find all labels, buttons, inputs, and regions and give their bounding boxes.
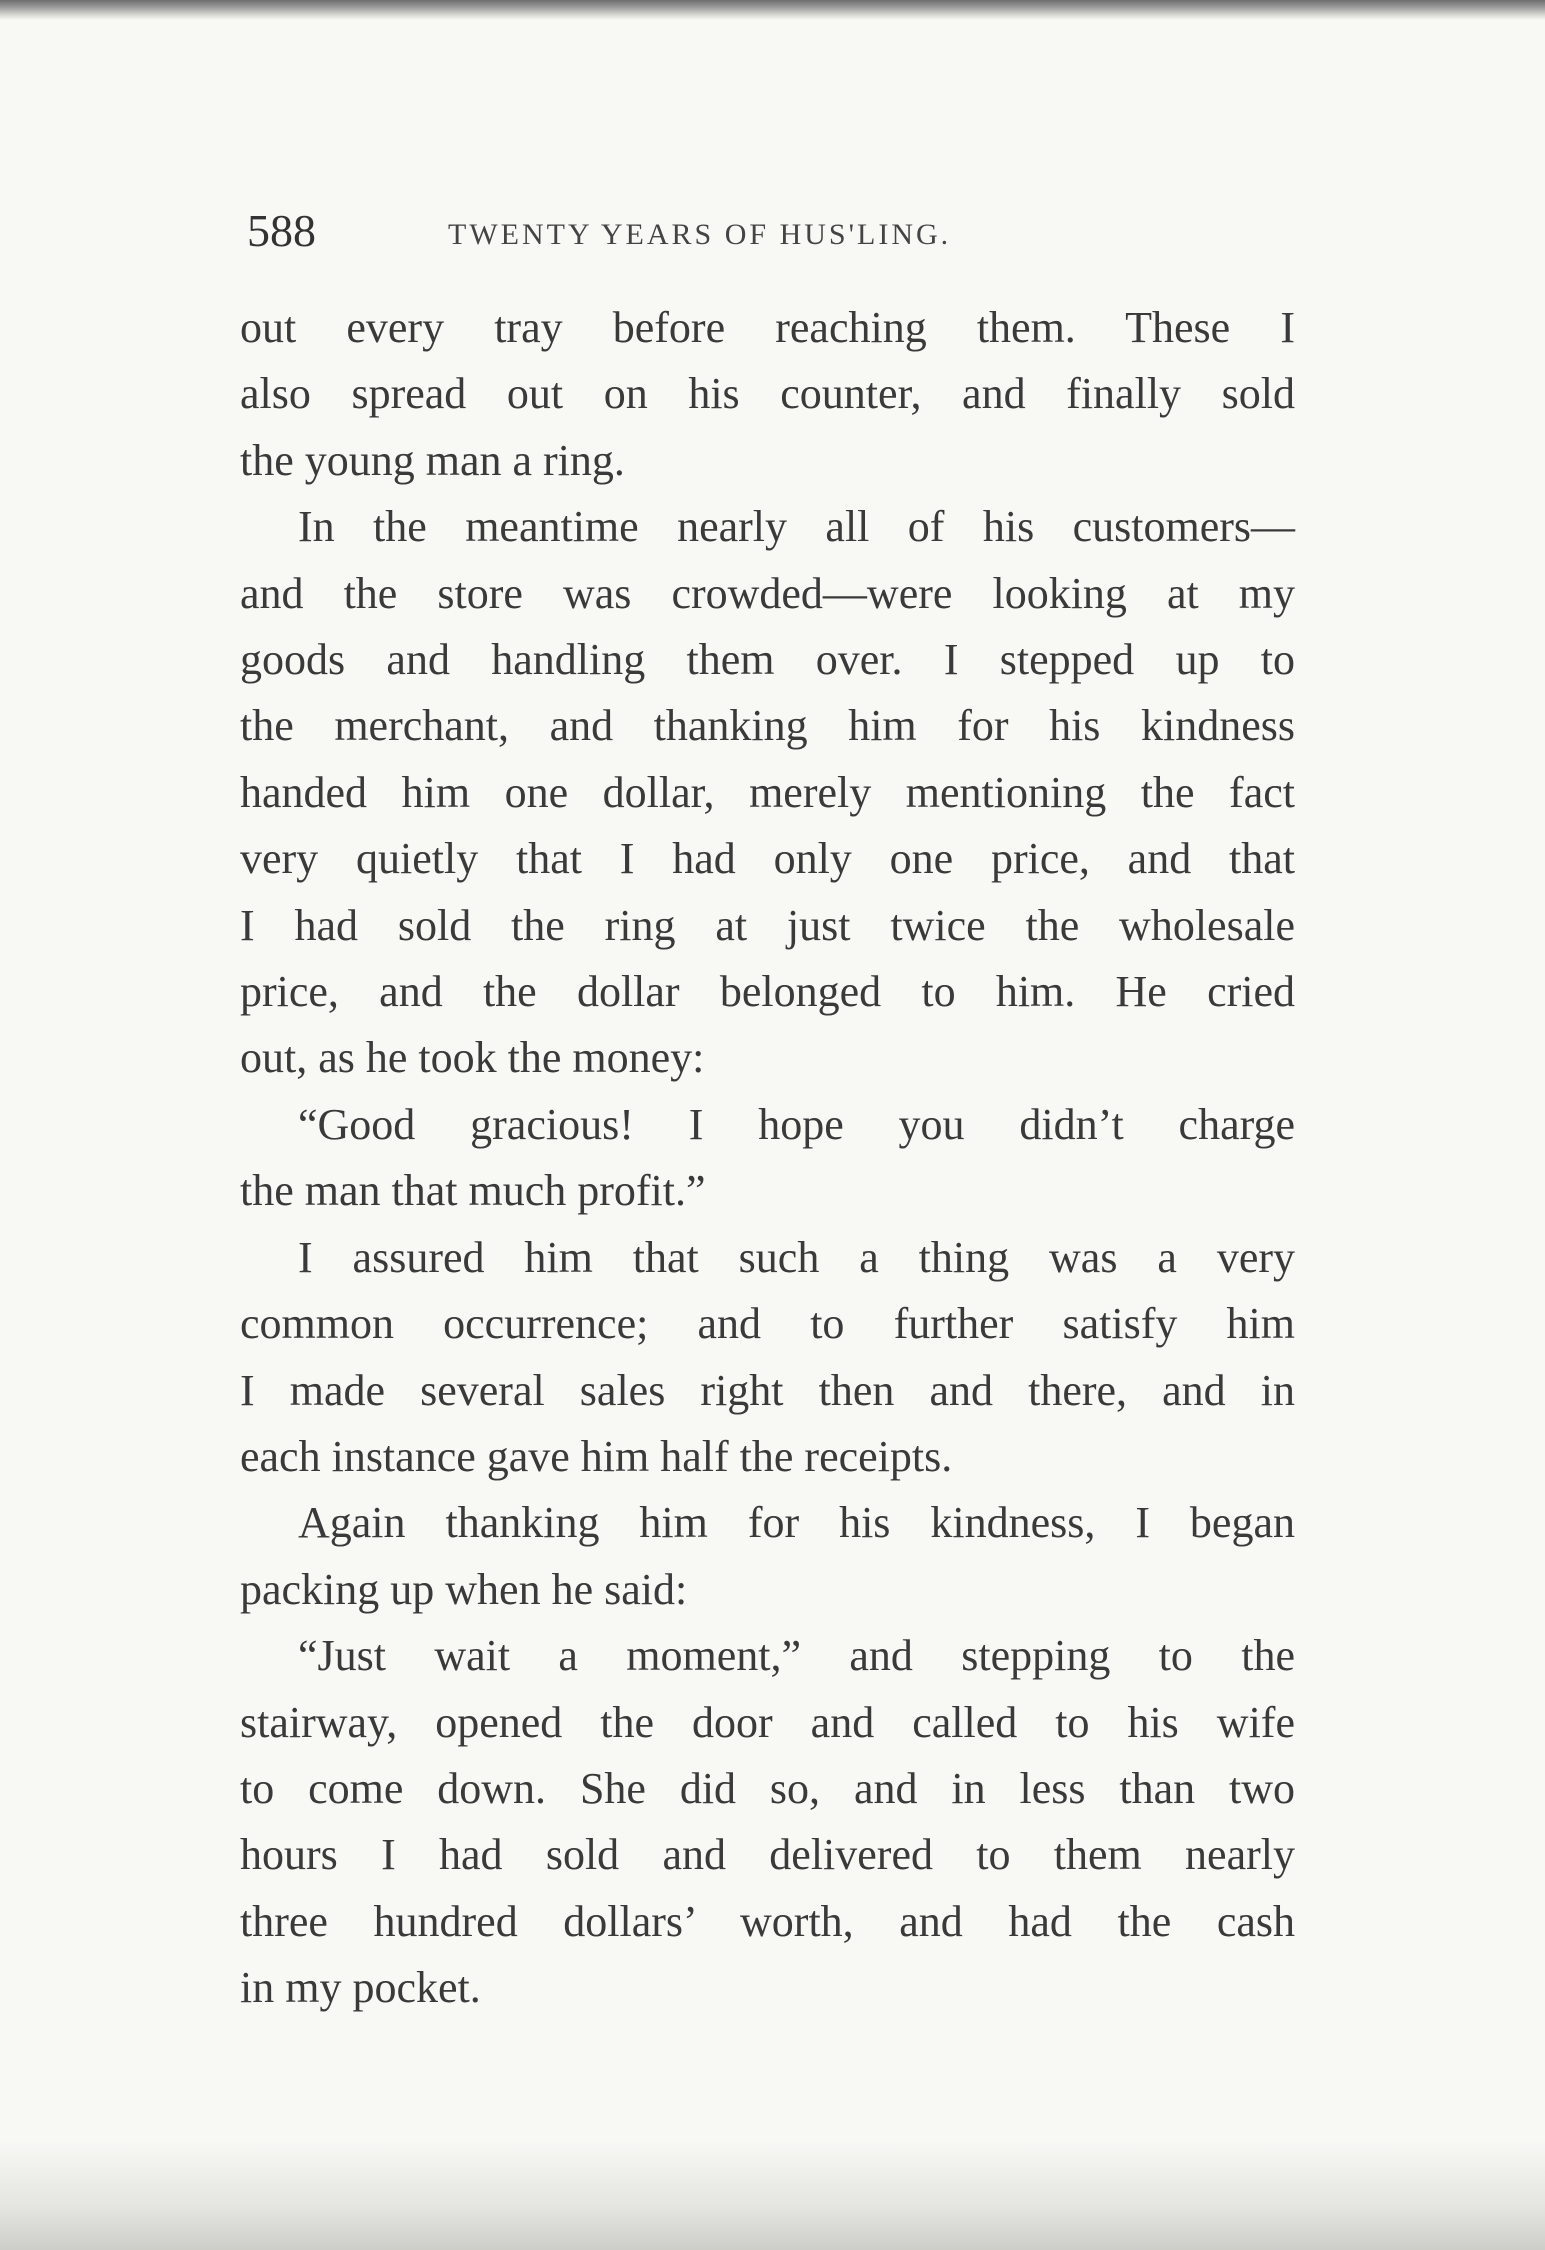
text-line: packing up when he said: — [240, 1564, 688, 1614]
text-line: out every tray before reaching them. These I — [240, 303, 1295, 352]
text-line: handed him one dollar, merely mentioning the fact — [240, 767, 1295, 817]
running-head-title: TWENTY YEARS OF HUS'LING. — [448, 218, 952, 251]
text-line: price, and the dollar belonged to him. He cried — [240, 967, 1295, 1017]
scan-top-edge — [0, 0, 1545, 20]
text-line: the young man a ring. — [240, 435, 625, 485]
text-line: I assured him that such a thing was a very — [298, 1232, 1295, 1282]
text-line: three hundred dollars’ worth, and had the cash — [240, 1896, 1295, 1946]
text-line: and the store was crowded—were looking at my — [240, 568, 1295, 618]
body-text — [240, 295, 1295, 2022]
text-line: stairway, opened the door and called to his wife — [240, 1697, 1295, 1747]
text-line: “Just wait a moment,” and stepping to the — [298, 1631, 1295, 1681]
text-line: also spread out on his counter, and finally sold — [240, 369, 1295, 419]
text-line: In the meantime nearly all of his customers— — [298, 502, 1295, 552]
text-line: Again thanking him for his kindness, I began — [298, 1498, 1295, 1548]
running-head — [0, 196, 1545, 266]
text-line: “Good gracious! I hope you didn’t charge — [298, 1099, 1295, 1149]
text-line: very quietly that I had only one price, and that — [240, 834, 1295, 884]
text-line: common occurrence; and to further satisfy him — [240, 1299, 1295, 1349]
text-line: goods and handling them over. I stepped up to — [240, 635, 1295, 685]
text-line: out, as he took the money: — [240, 1033, 705, 1083]
text-line: the man that much profit.” — [240, 1166, 706, 1216]
text-line: I had sold the ring at just twice the wholesale — [240, 900, 1295, 950]
text-line: each instance gave him half the receipts. — [240, 1431, 953, 1481]
text-line: to come down. She did so, and in less than two — [240, 1763, 1295, 1813]
text-line: in my pocket. — [240, 1963, 481, 2013]
text-line: the merchant, and thanking him for his kindness — [240, 701, 1295, 751]
page-number: 588 — [247, 205, 316, 256]
text-line: hours I had sold and delivered to them nearly — [240, 1830, 1295, 1880]
scan-bottom-edge — [0, 2140, 1545, 2250]
text-line: I made several sales right then and there, and in — [240, 1365, 1295, 1415]
